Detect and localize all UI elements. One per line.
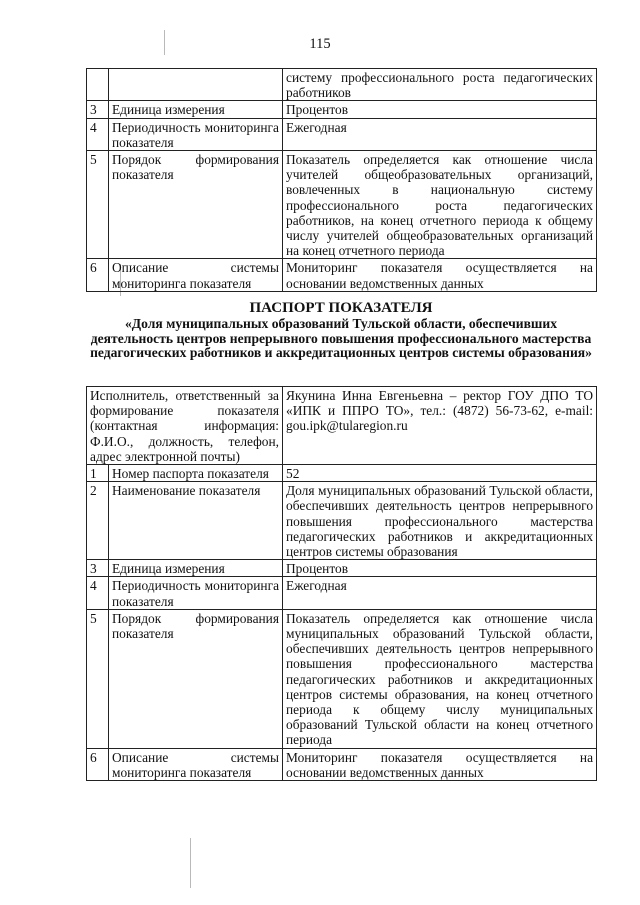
row-label: [109, 69, 283, 101]
table-row: [87, 465, 597, 482]
indicator-table-continued: [86, 68, 597, 292]
row-number: 4: [87, 577, 109, 609]
row-value: Ежегодная: [283, 118, 597, 150]
executor-value: Якунина Инна Евгеньевна – ректор ГОУ ДПО ТО «ИПК и ППРО ТО», тел.: (4872) 56-73-62, e-mail: gou.ipk@tularegion.ru: [283, 387, 597, 465]
table-row: [87, 118, 597, 150]
row-number: 3: [87, 560, 109, 577]
executor-label: Исполнитель, ответственный за формирование показателя (контактная информация: Ф.И.О., должность, телефон, адрес электронной почты): [87, 387, 283, 465]
table-row: [87, 560, 597, 577]
table-row: [87, 151, 597, 259]
row-label: Порядок формирования показателя: [109, 151, 283, 259]
page-number: 115: [309, 36, 331, 52]
row-label: Номер паспорта показателя: [109, 465, 283, 482]
row-value: Мониторинг показателя осуществляется на основании ведомственных данных: [283, 748, 597, 780]
table-row: [87, 101, 597, 118]
table-row: [87, 609, 597, 748]
row-label: Периодичность мониторинга показателя: [109, 118, 283, 150]
row-label: Единица измерения: [109, 101, 283, 118]
row-label: Порядок формирования показателя: [109, 609, 283, 748]
row-number: 1: [87, 465, 109, 482]
passport-subtitle: «Доля муниципальных образований Тульской области, обеспечивших деятельность центров непрерывного повышения профессионального мастерства педагогических работников и аккредитационных центров системы образования»: [90, 316, 592, 361]
row-value: Процентов: [283, 560, 597, 577]
indicator-passport-table: [86, 386, 597, 781]
row-label: Наименование показателя: [109, 482, 283, 560]
row-number: 2: [87, 482, 109, 560]
row-label: Единица измерения: [109, 560, 283, 577]
row-label: Описание системы мониторинга показателя: [109, 748, 283, 780]
row-number: 5: [87, 151, 109, 259]
table-row: [87, 259, 597, 291]
row-value: 52: [283, 465, 597, 482]
row-number: 5: [87, 609, 109, 748]
passport-heading: [86, 300, 596, 361]
row-number: 3: [87, 101, 109, 118]
row-value: Процентов: [283, 101, 597, 118]
scan-mark: [164, 30, 165, 55]
scan-mark: [190, 838, 191, 888]
row-value: Ежегодная: [283, 577, 597, 609]
table-row: [87, 577, 597, 609]
row-value: Показатель определяется как отношение числа учителей общеобразовательных организаций, вовлеченных в национальную систему профессионального роста педагогических работников, на конец отчетного периода к общему числу учителей общеобразовательных организаций на конец отчетного периода: [283, 151, 597, 259]
row-value: систему профессионального роста педагогических работников: [283, 69, 597, 101]
row-value: Доля муниципальных образований Тульской области, обеспечивших деятельность центров непрерывного повышения профессионального мастерства педагогических работников и аккредитационных центров системы образования: [283, 482, 597, 560]
table-row-executor: [87, 387, 597, 465]
row-number: 6: [87, 259, 109, 291]
row-value: Показатель определяется как отношение числа муниципальных образований Тульской области, обеспечивших деятельность центров непрерывного повышения профессионального мастерства педагогических работников и аккредитационных центров системы образования, на конец отчетного периода к общему числу муниципальных образований Тульской области на конец отчетного периода: [283, 609, 597, 748]
row-number: 4: [87, 118, 109, 150]
passport-title: ПАСПОРТ ПОКАЗАТЕЛЯ: [249, 300, 433, 316]
table-row: [87, 748, 597, 780]
row-label: Описание системы мониторинга показателя: [109, 259, 283, 291]
row-label: Периодичность мониторинга показателя: [109, 577, 283, 609]
table-row: [87, 69, 597, 101]
row-number: [87, 69, 109, 101]
row-number: 6: [87, 748, 109, 780]
row-value: Мониторинг показателя осуществляется на основании ведомственных данных: [283, 259, 597, 291]
table-row: [87, 482, 597, 560]
